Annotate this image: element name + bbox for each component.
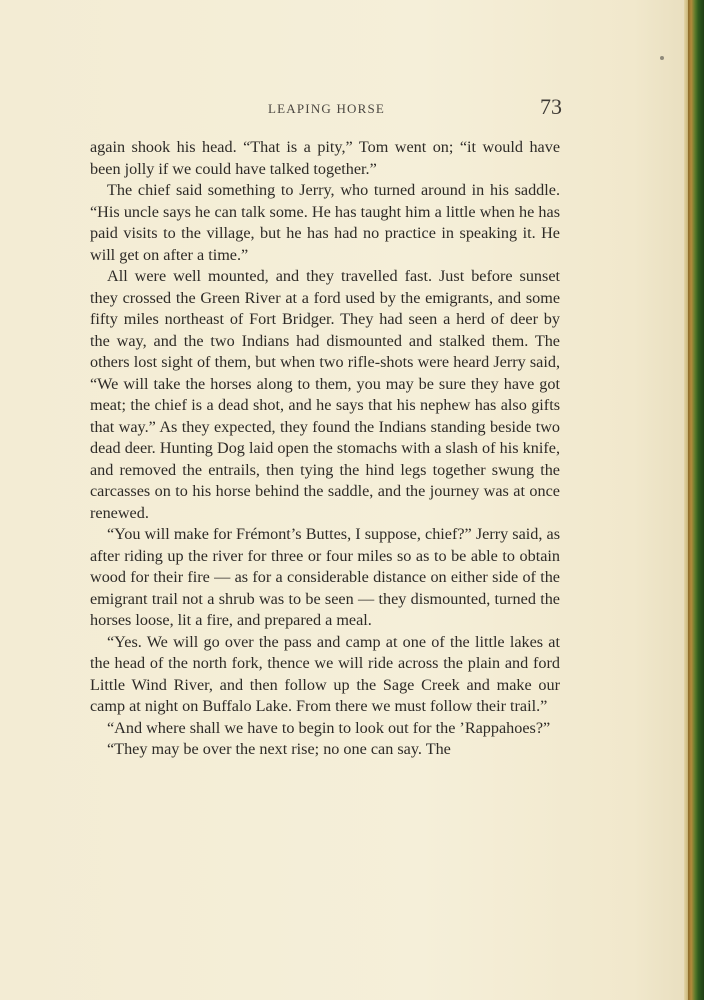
- running-head: LEAPING HORSE: [268, 101, 386, 116]
- book-spine: [688, 0, 704, 1000]
- paragraph-1: again shook his head. “That is a pity,” Tom went on; “it would have been jolly if we could have talked together.”: [90, 138, 560, 178]
- body-text: [90, 137, 560, 761]
- paragraph-3: All were well mounted, and they travelled fast. Just before sunset they crossed the Green River at a ford used by the emigrants, and some fifty miles northeast of Fort Bridger. They had seen a herd of deer by the way, and the two Indians had dismounted and stalked them. The others lost sight of them, but when two rifle-shots were heard Jerry said, “We will take the horses along to them, you may be sure they have got meat; the chief is a dead shot, and he says that his nephew has also gifts that way.” As they expected, they found the Indians standing beside two dead deer. Hunting Dog laid open the stomachs with a slash of his knife, and removed the entrails, then tying the hind legs together swung the carcasses on to his horse behind the saddle, and the journey was at once renewed.: [90, 267, 560, 522]
- paragraph-7: “They may be over the next rise; no one can say. The: [107, 740, 451, 758]
- paper-speck: [660, 56, 664, 60]
- paragraph-2: The chief said something to Jerry, who turned around in his saddle. “His uncle says he can talk some. He has taught him a little when he has paid visits to the village, but he has had no practice in speaking it. He will get on after a time.”: [90, 181, 560, 264]
- paragraph-5: “Yes. We will go over the pass and camp at one of the little lakes at the head of the north fork, thence we will ride across the plain and ford Little Wind River, and then follow up the Sage Creek and make our camp at night on Buffalo Lake. From there we must follow their trail.”: [90, 632, 560, 715]
- paragraph-6: “And where shall we have to begin to look out for the ’Rappahoes?”: [107, 718, 551, 737]
- paragraph-4: “You will make for Frémont’s Buttes, I suppose, chief?” Jerry said, as after riding up the river for three or four miles so as to be able to obtain wood for their fire — as for a considerable distance on either side of the emigrant trail not a shrub was to be seen — they dismounted, turned the horses loose, lit a fire, and prepared a meal.: [90, 525, 560, 629]
- page-number: 73: [540, 94, 562, 119]
